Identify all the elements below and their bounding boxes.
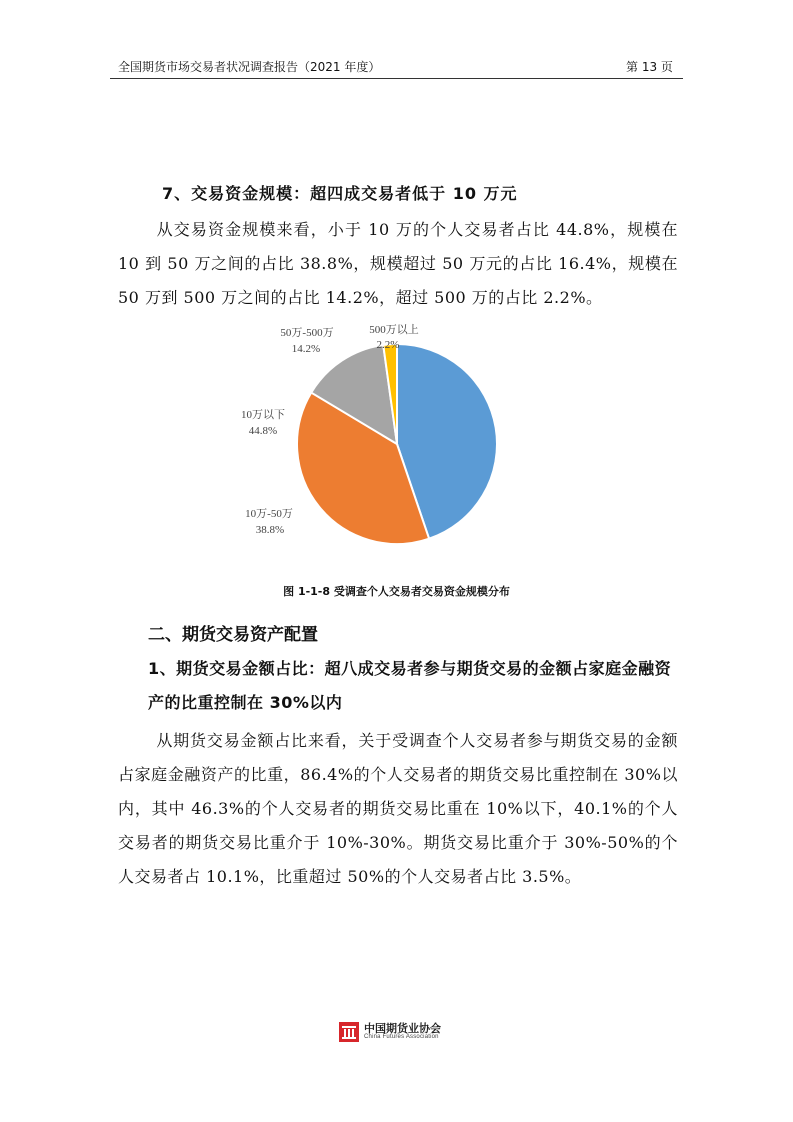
- page-number: 第 13 页: [626, 60, 673, 74]
- header-title: 全国期货市场交易者状况调查报告（2021 年度）: [118, 60, 381, 74]
- slice-label-name: 50万-500万: [280, 327, 334, 339]
- header-rule: [110, 78, 683, 79]
- logo-subtext: China Futures Association: [364, 1034, 439, 1040]
- footer-logo: [339, 1020, 459, 1046]
- slice-label-value: 2.2%: [376, 339, 400, 351]
- body-paragraph: [118, 724, 678, 894]
- body-paragraph: [118, 213, 678, 315]
- logo-text: 中国期货业协会: [364, 1022, 441, 1035]
- paragraph-text: 从期货交易金额占比来看，关于受调查个人交易者参与期货交易的金额占家庭金融资产的比重，86.4%的个人交易者的期货交易比重控制在 30%以内，其中 46.3%的个人交易者的期货交易比重在 10%以下，40.1%的个人交易者的期货交易比重介于 10%-30%。期货交易比重介于 30%-50%的个人交易者占 10.1%，比重超过 50%的个人交易者占比 3.5%。: [118, 731, 678, 886]
- slice-label-value: 44.8%: [248, 425, 278, 437]
- sub-heading: 1、期货交易金额占比：超八成交易者参与期货交易的金额占家庭金融资产的比重控制在 30%以内: [148, 659, 672, 712]
- association-logo-icon: [339, 1022, 359, 1042]
- slice-label-name: 500万以上: [369, 324, 419, 336]
- pie-slices: [297, 344, 497, 544]
- paragraph-text: 从交易资金规模来看，小于 10 万的个人交易者占比 44.8%，规模在 10 到 50 万之间的占比 38.8%，规模超过 50 万元的占比 16.4%，规模在 50 万到 500 万之间的占比 14.2%，超过 500 万的占比 2.2%。: [118, 220, 678, 307]
- slice-label-value: 38.8%: [255, 524, 285, 536]
- section-heading: 二、期货交易资产配置: [148, 625, 318, 645]
- slice-label-name: 10万以下: [241, 409, 285, 421]
- section-heading: 7、交易资金规模：超四成交易者低于 10 万元: [162, 184, 518, 203]
- slice-label-name: 10万-50万: [245, 508, 293, 520]
- chart-caption: 图 1-1-8 受调查个人交易者交易资金规模分布: [283, 585, 510, 598]
- slice-label-value: 14.2%: [291, 343, 321, 355]
- pie-chart: [240, 320, 560, 580]
